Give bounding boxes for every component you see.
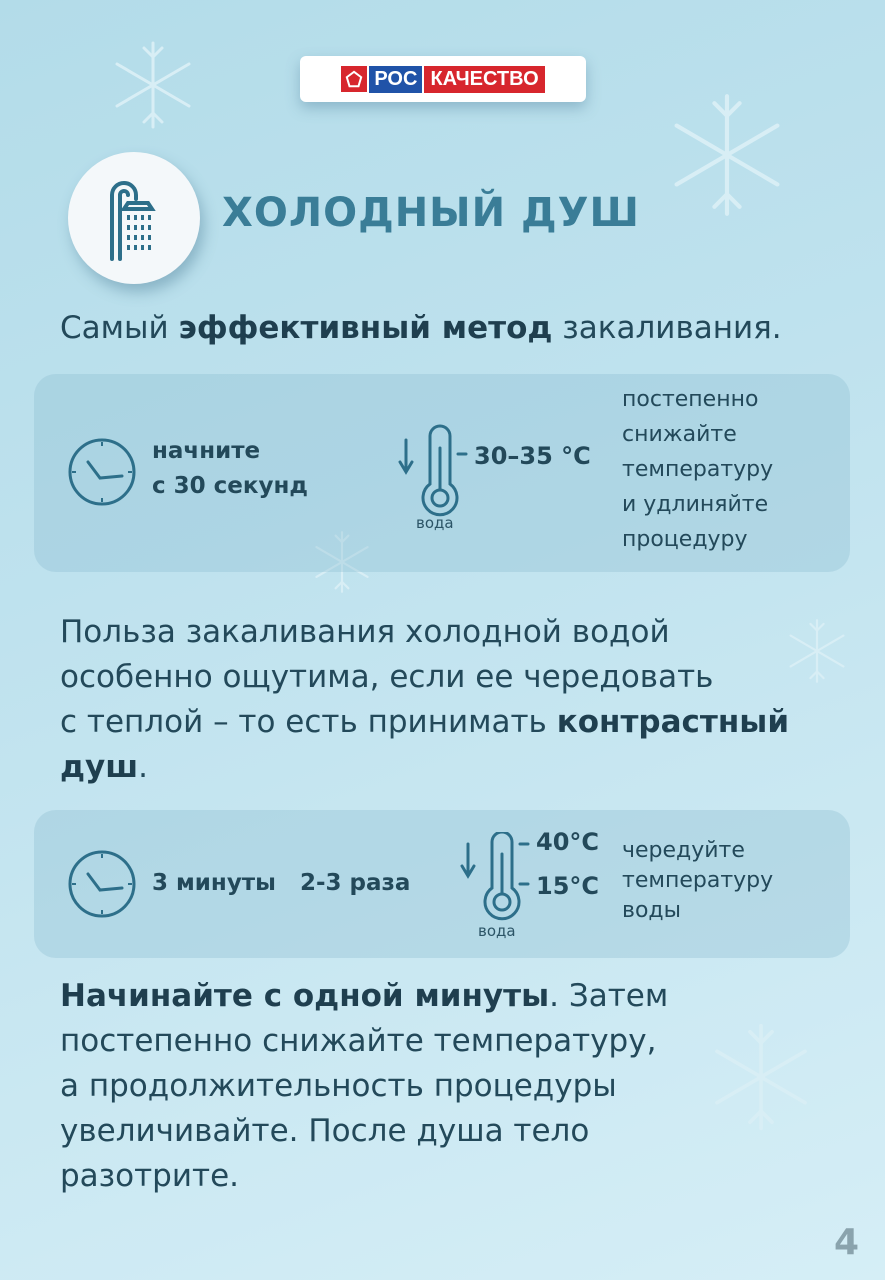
pentagon-icon — [341, 66, 367, 92]
start-duration: начните с 30 секунд — [152, 438, 308, 499]
logo-text-kachestvo: КАЧЕСТВО — [424, 66, 544, 93]
temperature-high: 40°C — [536, 828, 600, 856]
repeat-count: 2-3 раза — [300, 870, 411, 896]
info-box-cold-shower — [34, 374, 850, 572]
shower-duration: 3 минуты — [152, 870, 276, 896]
temperature-range: 30–35 °C — [474, 442, 591, 470]
instructions-paragraph: Начинайте с одной минуты. Затем постепенно снижайте температуру, а продолжительность процедуры увеличивайте. После душа тело разотрите. — [60, 978, 669, 1194]
contrast-shower-paragraph: Польза закаливания холодной водой особенно ощутима, если ее чередовать с теплой – то есть принимать контрастный душ. — [60, 614, 790, 785]
advice-text: чередуйте температуру воды — [622, 838, 774, 923]
page-number: 4 — [834, 1222, 860, 1263]
advice-text: постепенно снижайте температуру и удлиняйте процедуру — [622, 387, 774, 552]
water-label: вода — [478, 922, 516, 940]
thermometer-icon — [398, 424, 498, 524]
shower-icon — [94, 173, 174, 263]
clock-icon — [66, 848, 138, 920]
page-title: ХОЛОДНЫЙ ДУШ — [222, 190, 640, 236]
roskachestvo-logo — [300, 56, 586, 102]
intro-paragraph: Самый эффективный метод закаливания. — [60, 310, 782, 346]
clock-icon — [66, 436, 138, 508]
snowflake-icon — [664, 92, 790, 218]
temperature-low: 15°C — [536, 872, 600, 900]
snowflake-icon — [108, 40, 198, 130]
info-box-contrast-shower — [34, 810, 850, 958]
water-label: вода — [416, 514, 454, 532]
shower-badge — [68, 152, 200, 284]
logo-text-ros: РОС — [369, 66, 422, 93]
